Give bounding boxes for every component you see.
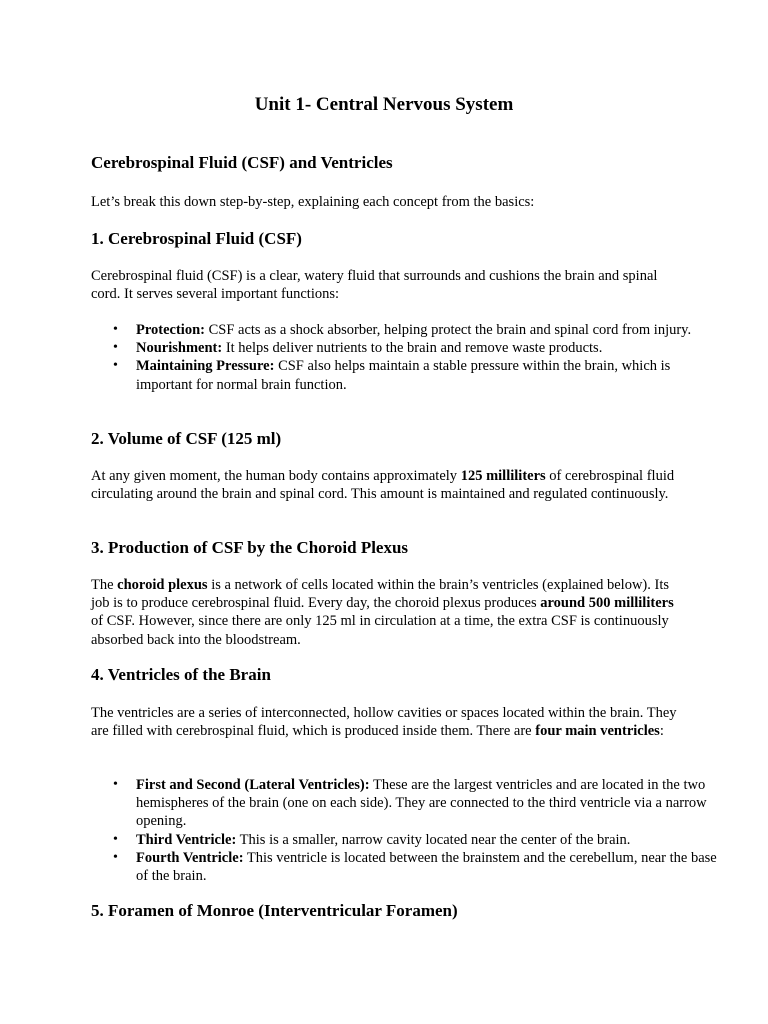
list-item-text: These are the largest ventricles and are located in the two hemispheres of the brain (one on each side). They are connected to the third ventricle via a narrow opening. bbox=[136, 777, 707, 830]
list-item bbox=[136, 776, 726, 831]
bold-run: choroid plexus bbox=[117, 577, 208, 593]
text-run: of CSF. However, since there are only 125 ml in circulation at a time, the extra CSF is continuously absorbed back into the bloodstream. bbox=[91, 613, 669, 648]
list-item-text: This is a smaller, narrow cavity located near the center of the brain. bbox=[236, 831, 631, 848]
s1-function-list bbox=[91, 321, 726, 394]
document-title: Unit 1- Central Nervous System bbox=[254, 94, 514, 115]
text-run: The bbox=[91, 577, 118, 593]
text-run: At any given moment, the human body contains approximately bbox=[91, 468, 461, 484]
text-run: of cerebrospinal fluid circulating around the brain and spinal cord. This amount is maintained and regulated continuously. bbox=[91, 468, 675, 503]
text-run: The ventricles are a series of interconnected, hollow cavities or spaces located within the brain. They are filled with cerebrospinal fluid, which is produced inside them. There are bbox=[91, 705, 677, 740]
list-item-text: CSF also helps maintain a stable pressure within the brain, which is important for normal brain function. bbox=[136, 358, 671, 393]
section-heading: Cerebrospinal Fluid (CSF) and Ventricles bbox=[91, 153, 393, 172]
s1-paragraph: Cerebrospinal fluid (CSF) is a clear, watery fluid that surrounds and cushions the brain and spinal cord. It serves several important functions: bbox=[91, 268, 658, 303]
intro-paragraph: Let’s break this down step-by-step, explaining each concept from the basics: bbox=[91, 194, 535, 210]
text-run: : bbox=[659, 723, 664, 740]
bold-run: 125 milliliters bbox=[460, 468, 546, 484]
list-item bbox=[136, 339, 726, 357]
s3-paragraph bbox=[91, 576, 681, 649]
list-item-label: Maintaining Pressure: bbox=[136, 358, 275, 375]
list-item-text: This ventricle is located between the brainstem and the cerebellum, near the base of the brain. bbox=[136, 849, 717, 885]
s2-paragraph bbox=[91, 467, 681, 503]
list-item bbox=[136, 357, 726, 393]
bold-run: around 500 milliliters bbox=[540, 595, 674, 612]
list-item bbox=[136, 831, 726, 849]
s3-heading: 3. Production of CSF by the Choroid Plexus bbox=[91, 538, 409, 557]
list-item-label: Third Ventricle: bbox=[136, 831, 237, 848]
list-item-label: Nourishment: bbox=[136, 340, 223, 357]
list-item-label: Fourth Ventricle: bbox=[136, 849, 244, 866]
list-item-label: Protection: bbox=[136, 322, 205, 338]
list-item-label: First and Second (Lateral Ventricles): bbox=[136, 777, 370, 793]
s2-heading: 2. Volume of CSF (125 ml) bbox=[91, 429, 282, 448]
s4-heading: 4. Ventricles of the Brain bbox=[91, 665, 271, 684]
list-item bbox=[136, 321, 726, 339]
text-run: is a network of cells located within the brain’s ventricles (explained below). Its job is to produce cerebrospinal fluid. Every day, the choroid plexus produces bbox=[91, 577, 670, 612]
s5-heading: 5. Foramen of Monroe (Interventricular Foramen) bbox=[91, 901, 458, 920]
list-item-text: CSF acts as a shock absorber, helping protect the brain and spinal cord from injury. bbox=[204, 322, 692, 338]
s1-heading: 1. Cerebrospinal Fluid (CSF) bbox=[91, 229, 302, 248]
list-item-text: It helps deliver nutrients to the brain and remove waste products. bbox=[222, 340, 603, 357]
bold-run: four main ventricles bbox=[535, 723, 660, 740]
s4-paragraph bbox=[91, 704, 681, 740]
s4-ventricle-list bbox=[91, 776, 726, 885]
list-item bbox=[136, 849, 726, 885]
